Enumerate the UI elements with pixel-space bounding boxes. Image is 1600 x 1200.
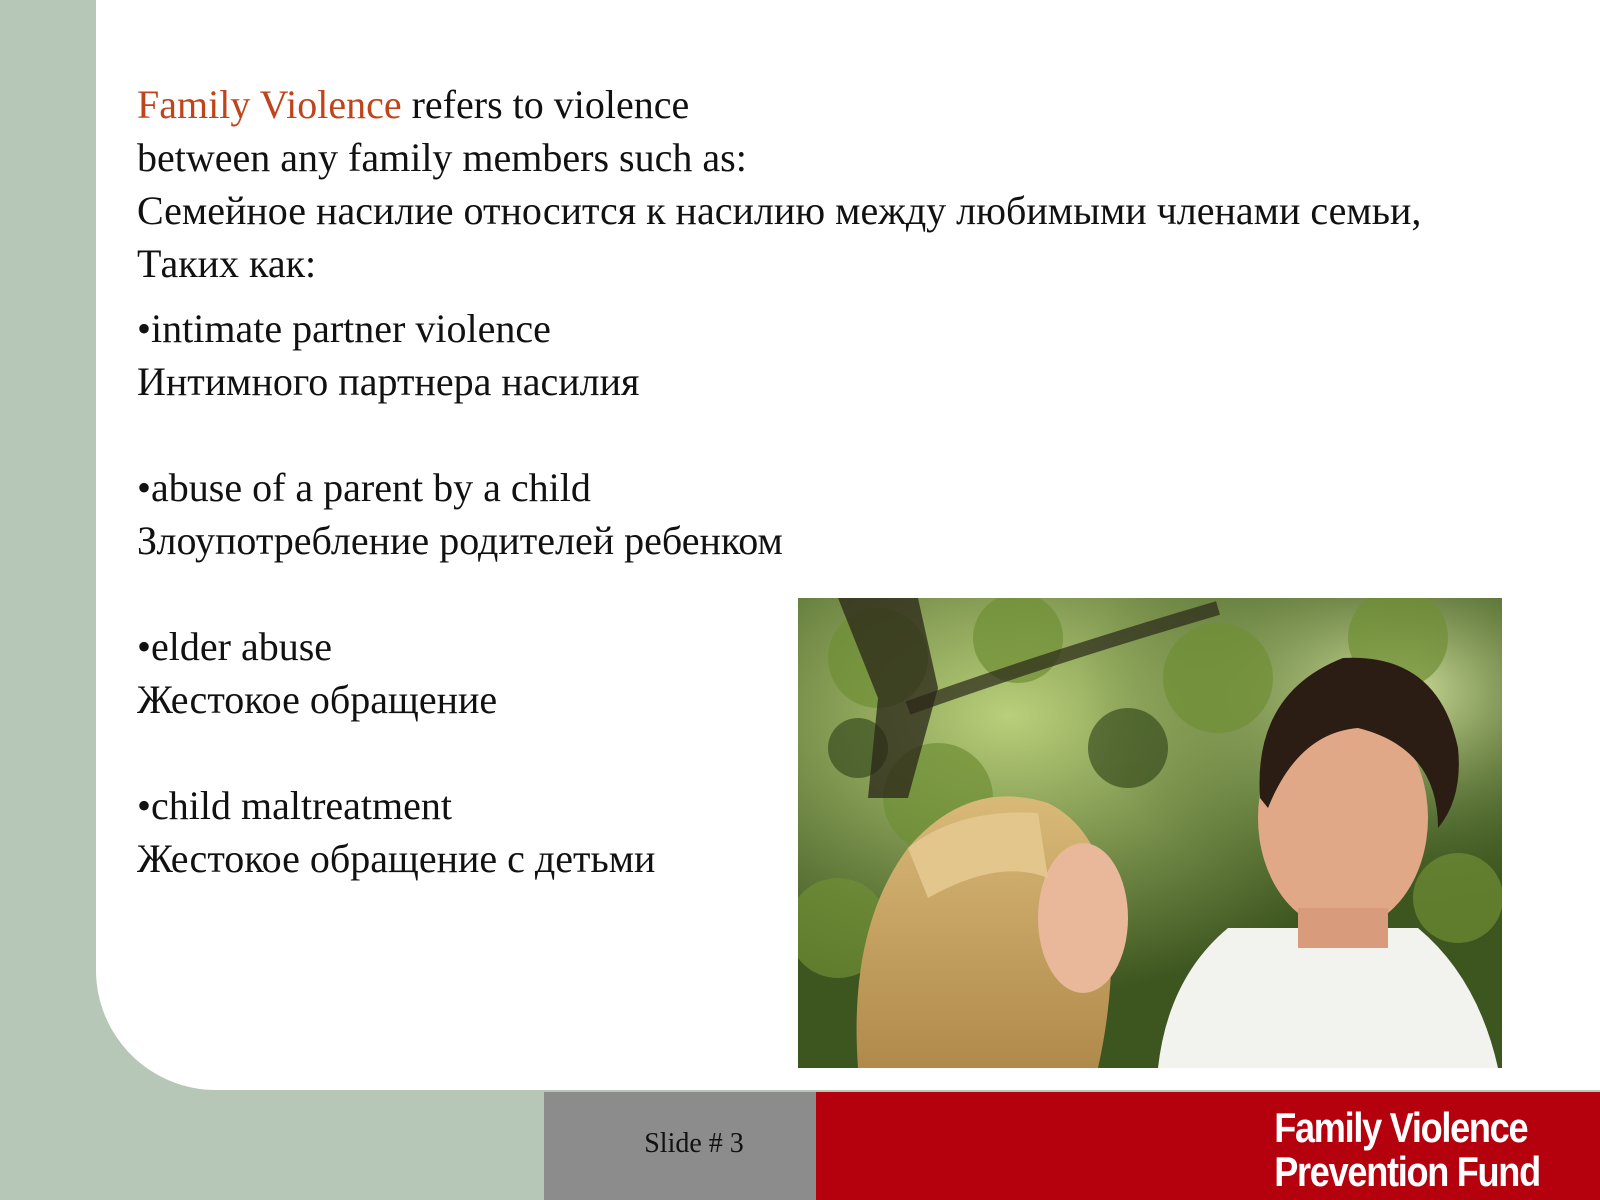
intro-line-3: Семейное насилие относится к насилию между любимыми членами семьи, [137,188,1422,233]
list-item-russian: Интимного партнера насилия [137,359,640,404]
intro-line-1-rest: refers to violence [401,82,690,127]
list-item-russian: Жестокое обращение [137,677,498,722]
logo-line-2: Prevention Fund [1274,1148,1540,1195]
list-item-english: •abuse of a parent by a child [137,465,591,510]
list-item-english: •intimate partner violence [137,306,551,351]
organization-logo [1274,1106,1540,1194]
list-item-russian: Злоупотребление родителей ребенком [137,518,783,563]
highlighted-term: Family Violence [137,82,402,127]
intro-line-2: between any family members such as: [137,135,747,180]
list-item-english: •child maltreatment [137,783,452,828]
couple-photo [798,598,1502,1068]
intro-line-1 [137,78,1577,131]
logo-line-1: Family Violence [1274,1104,1528,1151]
slide-number: Slide # 3 [644,1128,744,1159]
intro-line-4: Таких как: [137,241,317,286]
list-item-russian: Жестокое обращение с детьми [137,836,656,881]
list-item-english: •elder abuse [137,624,333,669]
